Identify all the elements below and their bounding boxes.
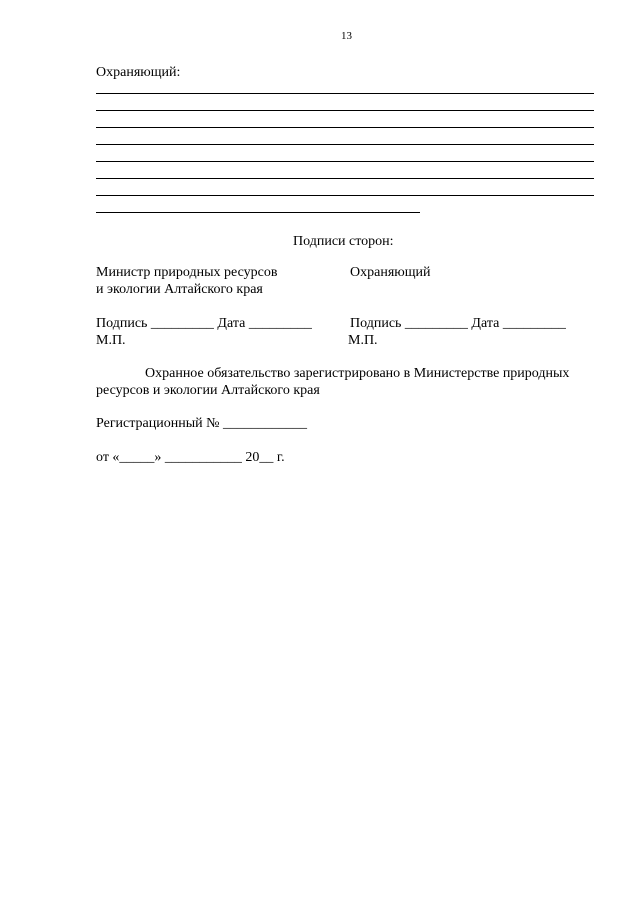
signatures-title: Подписи сторон: (293, 234, 394, 249)
blank-line-5 (96, 161, 594, 162)
registration-statement-line2: ресурсов и экологии Алтайского края (96, 383, 320, 398)
blank-line-8 (96, 212, 420, 213)
blank-line-3 (96, 127, 594, 128)
guardian-heading: Охраняющий: (96, 65, 181, 80)
registration-statement-line1: Охранное обязательство зарегистрировано в Министерстве природных (145, 366, 570, 381)
guardian-title: Охраняющий (350, 265, 431, 280)
blank-line-2 (96, 110, 594, 111)
blank-line-7 (96, 195, 594, 196)
minister-seal: М.П. (96, 333, 126, 348)
guardian-signature-line: Подпись _________ Дата _________ (350, 316, 566, 331)
minister-signature-line: Подпись _________ Дата _________ (96, 316, 312, 331)
guardian-seal: М.П. (348, 333, 378, 348)
blank-line-1 (96, 93, 594, 94)
blank-line-4 (96, 144, 594, 145)
registration-number: Регистрационный № ____________ (96, 416, 307, 431)
minister-title-line2: и экологии Алтайского края (96, 282, 263, 297)
registration-date: от «_____» ___________ 20__ г. (96, 450, 285, 465)
blank-line-6 (96, 178, 594, 179)
minister-title-line1: Министр природных ресурсов (96, 265, 278, 280)
page-number: 13 (341, 30, 352, 42)
